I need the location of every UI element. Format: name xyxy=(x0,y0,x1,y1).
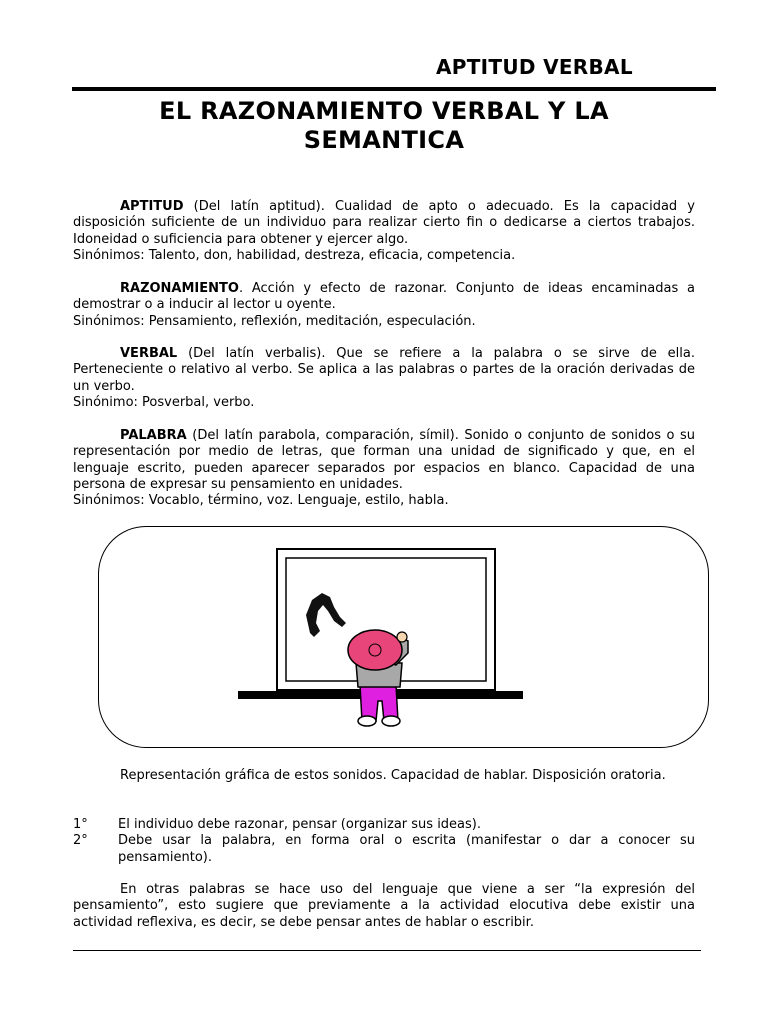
definition-verbal-text xyxy=(73,346,695,395)
representacion-text: Representación gráfica de estos sonidos. Capacidad de hablar. Disposición oratoria. xyxy=(120,768,666,783)
synonyms-aptitud: Sinónimos: Talento, don, habilidad, destreza, eficacia, competencia. xyxy=(73,247,516,263)
child-hair xyxy=(348,630,402,670)
list-item xyxy=(73,817,695,833)
page-title xyxy=(100,97,668,155)
footer-rule xyxy=(73,950,701,951)
numbered-list xyxy=(73,817,695,866)
definition-verbal-body: (Del latín verbalis). Que se refiere a la palabra o se sirve de ella. Perteneciente o relativo al verbo. Se aplica a las palabras o partes de la oración derivadas de un verbo. xyxy=(73,346,695,394)
synonyms-palabra: Sinónimos: Vocablo, término, voz. Lenguaje, estilo, habla. xyxy=(73,493,449,509)
conclusion-paragraph xyxy=(73,882,695,931)
definition-aptitud xyxy=(73,199,695,264)
list-item xyxy=(73,833,695,866)
definition-verbal xyxy=(73,346,695,411)
list-item-number: 1° xyxy=(73,817,88,832)
representacion-paragraph xyxy=(73,768,695,784)
definition-aptitud-body: (Del latín aptitud). Cualidad de apto o adecuado. Es la capacidad y disposición suficiente de un individuo para realizar cierto fin o dedicarse a ciertos trabajos. Idoneidad o suficiencia para obtener y ejercer algo. xyxy=(73,199,695,247)
definition-palabra-body: (Del latín parabola, comparación, símil). Sonido o conjunto de sonidos o su representación por medio de letras, que forman una unidad de significado y que, en el lenguaje escrito, pueden aparecer separados por espacios en blanco. Capacidad de una persona de expresar su pensamiento en unidades. xyxy=(73,428,695,492)
synonyms-razonamiento: Sinónimos: Pensamiento, reflexión, meditación, especulación. xyxy=(73,313,476,329)
header-rule xyxy=(72,87,716,91)
list-item-text: El individuo debe razonar, pensar (organizar sus ideas). xyxy=(118,817,481,832)
synonyms-verbal: Sinónimo: Posverbal, verbo. xyxy=(73,394,255,410)
definition-palabra xyxy=(73,428,695,509)
page-title-line-2: SEMANTICA xyxy=(303,126,465,154)
definition-razonamiento xyxy=(73,281,695,330)
header-title: APTITUD VERBAL xyxy=(436,55,633,79)
child-at-blackboard-illustration xyxy=(230,545,530,730)
term-razonamiento: RAZONAMIENTO xyxy=(120,281,239,296)
child-right-shoe xyxy=(382,716,400,726)
definition-razonamiento-body: . Acción y efecto de razonar. Conjunto de ideas encaminadas a demostrar o a inducir al lector u oyente. xyxy=(73,281,695,313)
child-left-shoe xyxy=(358,716,376,726)
child-hand xyxy=(397,632,407,642)
term-verbal: VERBAL xyxy=(120,346,178,361)
term-aptitud: APTITUD xyxy=(120,199,184,214)
list-item-text: Debe usar la palabra, en forma oral o escrita (manifestar o dar a conocer su pensamiento). xyxy=(118,833,695,865)
definition-razonamiento-text xyxy=(73,281,695,314)
page-title-line-1: EL RAZONAMIENTO VERBAL Y LA xyxy=(159,97,609,125)
definition-aptitud-text xyxy=(73,199,695,248)
term-palabra: PALABRA xyxy=(120,428,187,443)
definition-palabra-text xyxy=(73,428,695,493)
list-item-number: 2° xyxy=(73,833,88,849)
conclusion-text: En otras palabras se hace uso del lenguaje que viene a ser “la expresión del pensamiento”, esto sugiere que previamente a la actividad elocutiva debe existir una actividad reflexiva, es decir, se debe pensar antes de hablar o escribir. xyxy=(73,882,695,930)
